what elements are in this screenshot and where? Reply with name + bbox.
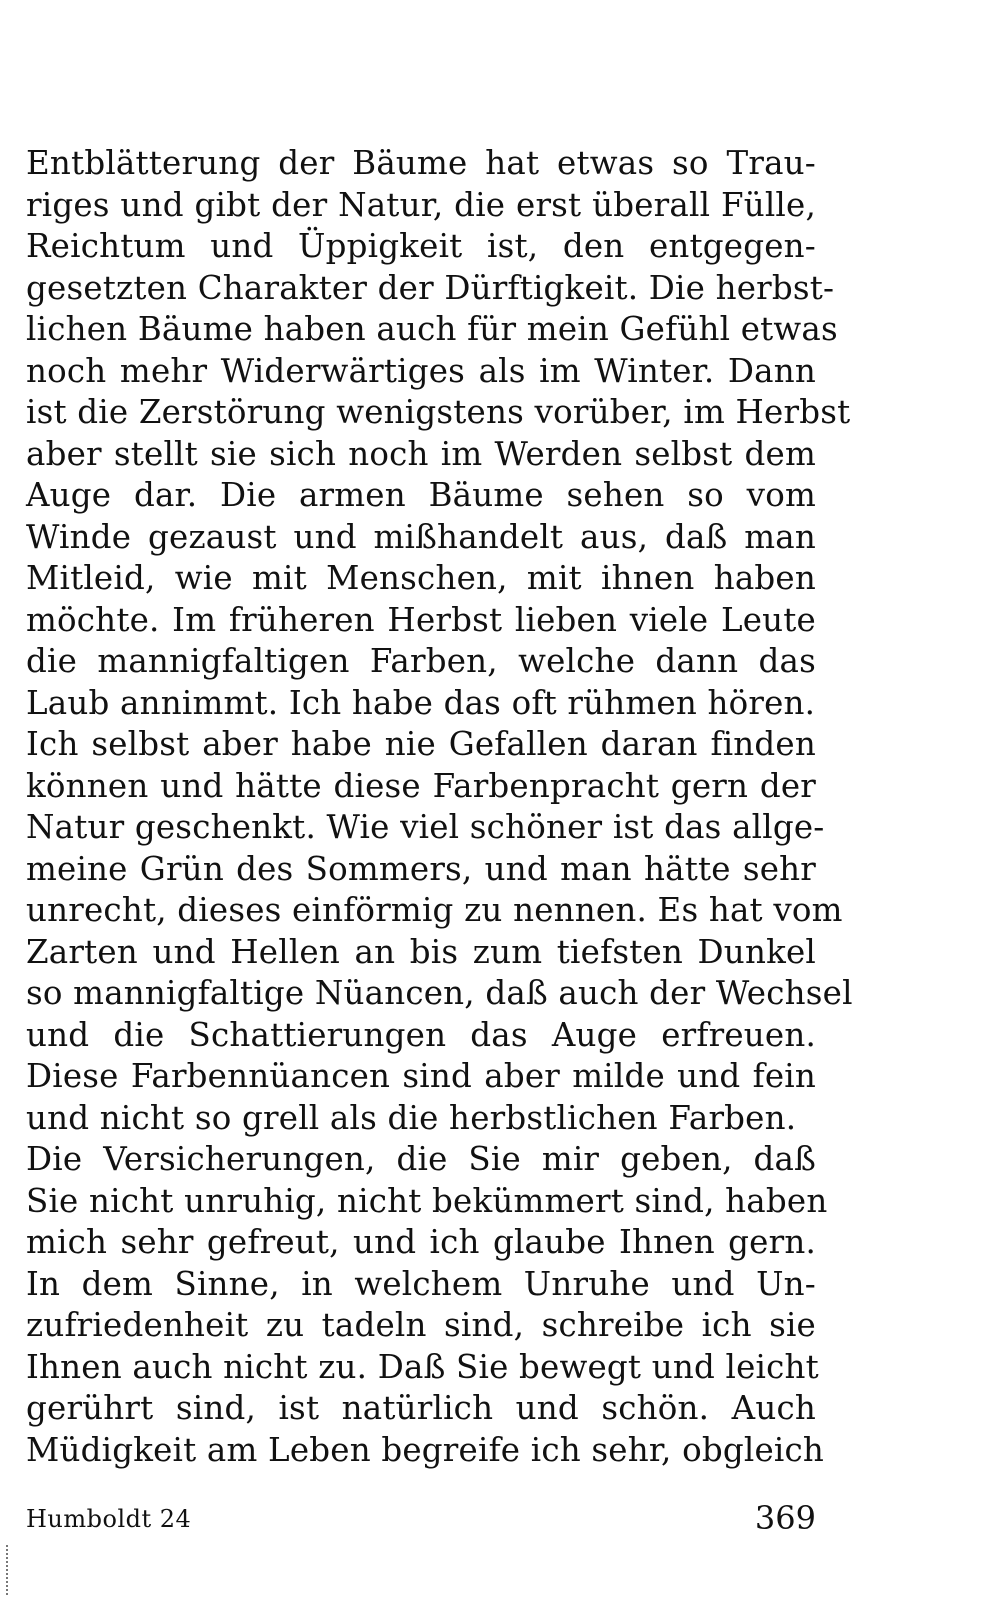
- text-line: ist die Zerstörung wenigstens vorüber, im Herbst: [26, 393, 851, 431]
- page-footer: [26, 1497, 816, 1537]
- text-line: Laub annimmt. Ich habe das oft rühmen hören.: [26, 683, 816, 722]
- scan-edge-mark: [6, 1545, 10, 1595]
- text-line: mich sehr gefreut, und ich glaube Ihnen gern.: [26, 1223, 816, 1261]
- text-line: Natur geschenkt. Wie viel schöner ist das allge-: [26, 808, 825, 846]
- text-line: lichen Bäume haben auch für mein Gefühl etwas: [26, 310, 838, 348]
- text-line: Mitleid, wie mit Menschen, mit ihnen haben: [26, 559, 816, 597]
- text-line: Zarten und Hellen an bis zum tiefsten Dunkel: [26, 932, 816, 971]
- text-line: meine Grün des Sommers, und man hätte sehr: [26, 849, 816, 888]
- text-line: so mannigfaltige Nüancen, daß auch der Wechsel: [26, 974, 853, 1012]
- text-line: die mannigfaltigen Farben, welche dann das: [26, 642, 816, 680]
- text-line: Winde gezaust und mißhandelt aus, daß man: [26, 517, 816, 556]
- text-line: zufriedenheit zu tadeln sind, schreibe ich sie: [26, 1306, 816, 1344]
- text-line: Auge dar. Die armen Bäume sehen so vom: [26, 476, 816, 514]
- text-line: können und hätte diese Farbenpracht gern der: [26, 766, 816, 805]
- text-line: und nicht so grell als die herbstlichen Farben.: [26, 1098, 797, 1137]
- text-line: gerührt sind, ist natürlich und schön. Auch: [26, 1389, 816, 1427]
- body-text: [26, 143, 853, 1471]
- text-line: riges und gibt der Natur, die erst überall Fülle,: [26, 185, 816, 224]
- text-line: Sie nicht unruhig, nicht bekümmert sind, haben: [26, 1181, 828, 1220]
- text-line: noch mehr Widerwärtiges als im Winter. Dann: [26, 351, 816, 390]
- text-line: In dem Sinne, in welchem Unruhe und Un-: [26, 1264, 816, 1303]
- text-line: und die Schattierungen das Auge erfreuen.: [26, 1015, 816, 1054]
- text-line: Ich selbst aber habe nie Gefallen daran finden: [26, 725, 816, 763]
- text-line: Reichtum und Üppigkeit ist, den entgegen-: [26, 227, 816, 265]
- text-line: Entblätterung der Bäume hat etwas so Trau-: [26, 144, 816, 182]
- text-line: Ihnen auch nicht zu. Daß Sie bewegt und leicht: [26, 1347, 819, 1386]
- text-line: gesetzten Charakter der Dürftigkeit. Die herbst-: [26, 268, 835, 307]
- text-line: Müdigkeit am Leben begreife ich sehr, obgleich: [26, 1430, 825, 1469]
- text-line: unrecht, dieses einförmig zu nennen. Es hat vom: [26, 891, 843, 929]
- text-line: Die Versicherungen, die Sie mir geben, daß: [26, 1140, 816, 1178]
- text-line: möchte. Im früheren Herbst lieben viele Leute: [26, 600, 816, 639]
- page-number: 369: [754, 1499, 816, 1537]
- text-line: aber stellt sie sich noch im Werden selbst dem: [26, 434, 816, 473]
- text-line: Diese Farbennüancen sind aber milde und fein: [26, 1057, 816, 1095]
- printer-signature: Humboldt 24: [26, 1505, 192, 1533]
